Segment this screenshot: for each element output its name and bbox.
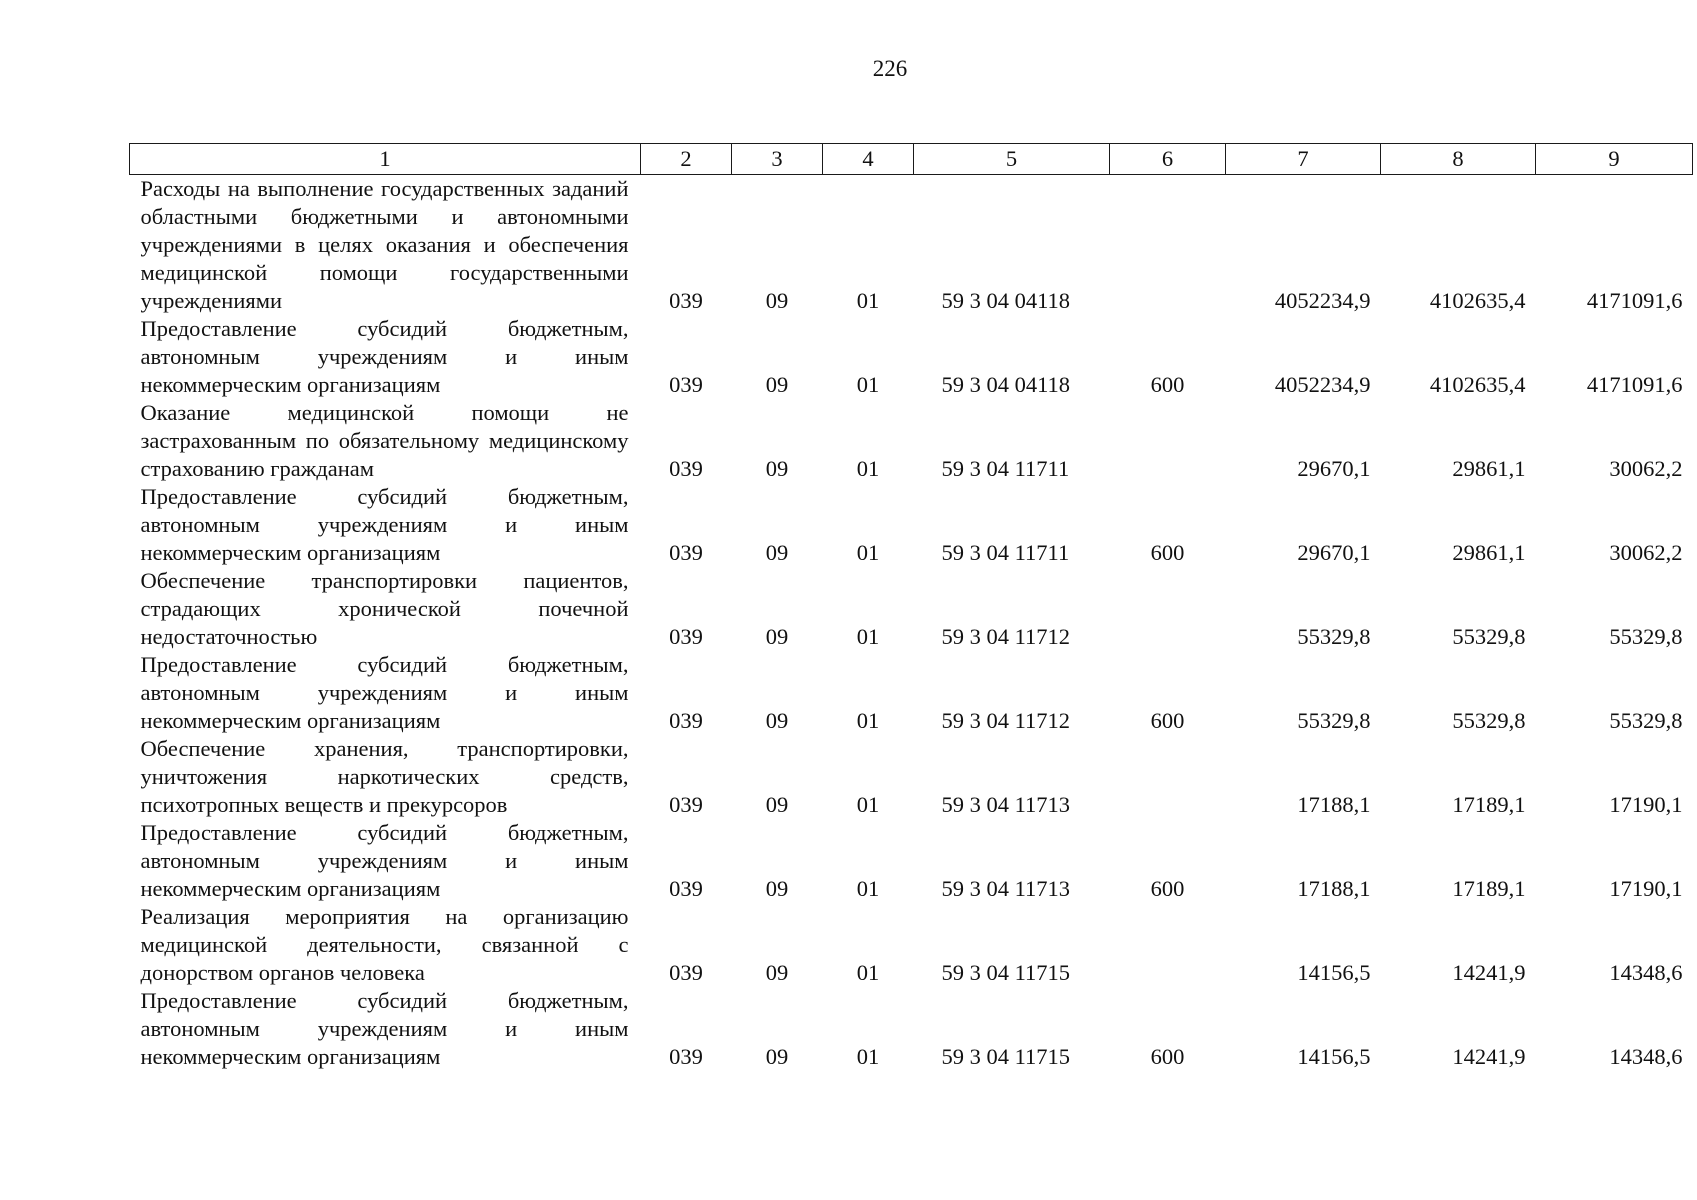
amount-year2-cell: 4102635,4 bbox=[1429, 372, 1526, 397]
amount-year2-cell: 29861,1 bbox=[1452, 540, 1526, 565]
expense-type-cell bbox=[1110, 567, 1226, 651]
header-cell: 5 bbox=[914, 144, 1110, 175]
table-row bbox=[130, 567, 1693, 651]
header-cell: 9 bbox=[1536, 144, 1693, 175]
header-cell: 2 bbox=[641, 144, 732, 175]
amount-year1-cell: 55329,8 bbox=[1297, 708, 1371, 733]
expense-type-cell: 600 bbox=[1150, 708, 1185, 733]
amount-year3-cell: 30062,2 bbox=[1609, 540, 1683, 565]
amount-year2-cell: 55329,8 bbox=[1452, 708, 1526, 733]
amount-year1-cell: 4052234,9 bbox=[1274, 288, 1371, 313]
item-name-cell: Предоставление субсидий бюджетным, автономным учреждениям и иным некоммерческим организациям bbox=[140, 652, 629, 733]
expense-type-cell: 600 bbox=[1150, 540, 1185, 565]
table-row bbox=[130, 987, 1693, 1071]
header-cell: 6 bbox=[1110, 144, 1226, 175]
section-code-cell: 09 bbox=[765, 288, 789, 313]
header-cell: 4 bbox=[823, 144, 914, 175]
target-article-cell: 59 3 04 11711 bbox=[941, 456, 1070, 481]
section-code-cell: 09 bbox=[765, 792, 789, 817]
header-cell: 7 bbox=[1226, 144, 1381, 175]
item-name-cell: Расходы на выполнение государственных заданий областными бюджетными и автономными учреждениями в целях оказания и обеспечения медицинской помощи государственными учреждениями bbox=[140, 176, 629, 313]
section-code-cell: 09 bbox=[765, 540, 789, 565]
target-article-cell: 59 3 04 11715 bbox=[941, 960, 1071, 985]
amount-year1-cell: 14156,5 bbox=[1297, 1044, 1371, 1069]
item-name-cell: Предоставление субсидий бюджетным, автономным учреждениям и иным некоммерческим организациям bbox=[140, 988, 629, 1069]
item-name-cell: Реализация мероприятия на организацию медицинской деятельности, связанной с донорством органов человека bbox=[140, 904, 629, 985]
subsection-code-cell: 01 bbox=[856, 456, 880, 481]
amount-year3-cell: 14348,6 bbox=[1609, 960, 1683, 985]
expense-type-cell: 600 bbox=[1150, 876, 1185, 901]
budget-table bbox=[129, 143, 1693, 1071]
section-code-cell: 09 bbox=[765, 1044, 789, 1069]
ministry-code-cell: 039 bbox=[669, 456, 703, 481]
target-article-cell: 59 3 04 11712 bbox=[941, 624, 1071, 649]
expense-type-cell bbox=[1110, 175, 1226, 316]
amount-year1-cell: 14156,5 bbox=[1297, 960, 1371, 985]
expense-type-cell bbox=[1110, 399, 1226, 483]
ministry-code-cell: 039 bbox=[669, 708, 703, 733]
ministry-code-cell: 039 bbox=[669, 792, 703, 817]
section-code-cell: 09 bbox=[765, 708, 789, 733]
amount-year2-cell: 29861,1 bbox=[1452, 456, 1526, 481]
ministry-code-cell: 039 bbox=[669, 876, 703, 901]
item-name-cell: Предоставление субсидий бюджетным, автономным учреждениям и иным некоммерческим организациям bbox=[140, 820, 629, 901]
subsection-code-cell: 01 bbox=[856, 624, 880, 649]
target-article-cell: 59 3 04 11711 bbox=[941, 540, 1070, 565]
subsection-code-cell: 01 bbox=[856, 960, 880, 985]
amount-year2-cell: 17189,1 bbox=[1452, 792, 1526, 817]
amount-year2-cell: 17189,1 bbox=[1452, 876, 1526, 901]
table-row bbox=[130, 483, 1693, 567]
amount-year3-cell: 55329,8 bbox=[1609, 708, 1683, 733]
section-code-cell: 09 bbox=[765, 372, 789, 397]
subsection-code-cell: 01 bbox=[856, 288, 880, 313]
target-article-cell: 59 3 04 04118 bbox=[941, 288, 1071, 313]
amount-year2-cell: 55329,8 bbox=[1452, 624, 1526, 649]
target-article-cell: 59 3 04 11713 bbox=[941, 876, 1071, 901]
amount-year3-cell: 4171091,6 bbox=[1586, 288, 1683, 313]
target-article-cell: 59 3 04 04118 bbox=[941, 372, 1071, 397]
item-name-cell: Предоставление субсидий бюджетным, автономным учреждениям и иным некоммерческим организациям bbox=[140, 484, 629, 565]
ministry-code-cell: 039 bbox=[669, 540, 703, 565]
table-row bbox=[130, 735, 1693, 819]
table-body bbox=[130, 175, 1693, 1072]
header-cell: 8 bbox=[1381, 144, 1536, 175]
target-article-cell: 59 3 04 11713 bbox=[941, 792, 1071, 817]
amount-year3-cell: 30062,2 bbox=[1609, 456, 1683, 481]
ministry-code-cell: 039 bbox=[669, 960, 703, 985]
amount-year1-cell: 29670,1 bbox=[1297, 456, 1371, 481]
header-cell: 1 bbox=[130, 144, 641, 175]
item-name-cell: Обеспечение хранения, транспортировки, уничтожения наркотических средств, психотропных веществ и прекурсоров bbox=[140, 736, 629, 817]
amount-year1-cell: 55329,8 bbox=[1297, 624, 1371, 649]
amount-year3-cell: 14348,6 bbox=[1609, 1044, 1683, 1069]
target-article-cell: 59 3 04 11712 bbox=[941, 708, 1071, 733]
subsection-code-cell: 01 bbox=[856, 708, 880, 733]
ministry-code-cell: 039 bbox=[669, 372, 703, 397]
amount-year3-cell: 55329,8 bbox=[1609, 624, 1683, 649]
amount-year3-cell: 4171091,6 bbox=[1586, 372, 1683, 397]
table-row bbox=[130, 903, 1693, 987]
expense-type-cell: 600 bbox=[1150, 1044, 1185, 1069]
subsection-code-cell: 01 bbox=[856, 876, 880, 901]
expense-type-cell bbox=[1110, 903, 1226, 987]
ministry-code-cell: 039 bbox=[669, 1044, 703, 1069]
table-row bbox=[130, 819, 1693, 903]
section-code-cell: 09 bbox=[765, 456, 789, 481]
target-article-cell: 59 3 04 11715 bbox=[941, 1044, 1071, 1069]
ministry-code-cell: 039 bbox=[669, 624, 703, 649]
section-code-cell: 09 bbox=[765, 624, 789, 649]
amount-year2-cell: 14241,9 bbox=[1452, 960, 1526, 985]
item-name-cell: Оказание медицинской помощи не застрахованным по обязательному медицинскому страхованию гражданам bbox=[140, 400, 629, 481]
expense-type-cell: 600 bbox=[1150, 372, 1185, 397]
subsection-code-cell: 01 bbox=[856, 792, 880, 817]
subsection-code-cell: 01 bbox=[856, 372, 880, 397]
header-row bbox=[130, 144, 1693, 175]
item-name-cell: Обеспечение транспортировки пациентов, страдающих хронической почечной недостаточностью bbox=[140, 568, 629, 649]
amount-year2-cell: 4102635,4 bbox=[1429, 288, 1526, 313]
ministry-code-cell: 039 bbox=[669, 288, 703, 313]
header-cell: 3 bbox=[732, 144, 823, 175]
amount-year2-cell: 14241,9 bbox=[1452, 1044, 1526, 1069]
table-row bbox=[130, 651, 1693, 735]
subsection-code-cell: 01 bbox=[856, 540, 880, 565]
page-number: 226 bbox=[872, 56, 908, 81]
subsection-code-cell: 01 bbox=[856, 1044, 880, 1069]
table-row bbox=[130, 315, 1693, 399]
expense-type-cell bbox=[1110, 735, 1226, 819]
table-row bbox=[130, 399, 1693, 483]
section-code-cell: 09 bbox=[765, 960, 789, 985]
table-header bbox=[130, 144, 1693, 175]
amount-year1-cell: 17188,1 bbox=[1297, 792, 1371, 817]
amount-year1-cell: 17188,1 bbox=[1297, 876, 1371, 901]
item-name-cell: Предоставление субсидий бюджетным, автономным учреждениям и иным некоммерческим организациям bbox=[140, 316, 629, 397]
amount-year3-cell: 17190,1 bbox=[1609, 876, 1683, 901]
amount-year1-cell: 29670,1 bbox=[1297, 540, 1371, 565]
table-row bbox=[130, 175, 1693, 316]
section-code-cell: 09 bbox=[765, 876, 789, 901]
amount-year1-cell: 4052234,9 bbox=[1274, 372, 1371, 397]
amount-year3-cell: 17190,1 bbox=[1609, 792, 1683, 817]
